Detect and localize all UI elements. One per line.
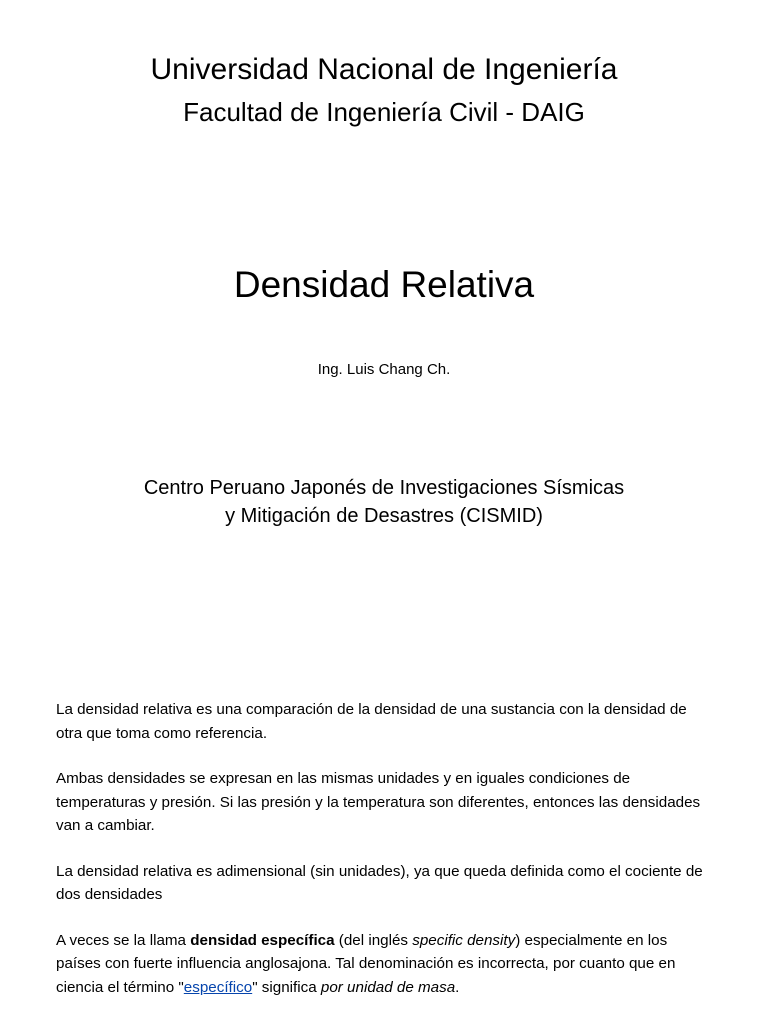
university-name: Universidad Nacional de Ingeniería bbox=[150, 53, 618, 86]
paragraph-4-text-1: A veces se la llama bbox=[56, 931, 191, 949]
paragraph-4-text-4: " significa bbox=[252, 978, 321, 996]
link-especifico[interactable]: específico bbox=[183, 978, 253, 996]
institution-line-2: y Mitigación de Desastres (CISMID) bbox=[225, 505, 543, 527]
body-text bbox=[56, 698, 716, 1021]
document-title: Densidad Relativa bbox=[233, 264, 535, 305]
paragraph-2: Ambas densidades se expresan en las mismas unidades y en iguales condiciones de temperaturas y presión. Si las presión y la temperatura son diferentes, entonces las densidades van a cambiar. bbox=[56, 770, 701, 834]
paragraph-4-text-3: ) especialmente en los países con fuerte influencia anglosajona. Tal denominación es incorrecta, por cuanto que en ciencia el término " bbox=[56, 931, 676, 996]
term-densidad-especifica: densidad específica bbox=[190, 931, 335, 949]
author-name: Ing. Luis Chang Ch. bbox=[317, 361, 451, 378]
paragraph-4-text-5: . bbox=[455, 978, 460, 996]
faculty-name: Facultad de Ingeniería Civil - DAIG bbox=[183, 97, 585, 127]
paragraph-1: La densidad relativa es una comparación de la densidad de una sustancia con la densidad de otra que toma como referencia. bbox=[56, 701, 687, 742]
institution-block bbox=[0, 474, 768, 530]
paragraph-4-text-2: (del inglés bbox=[334, 931, 413, 949]
institution-line-1: Centro Peruano Japonés de Investigaciones Sísmicas bbox=[143, 477, 625, 499]
term-por-unidad-de-masa: por unidad de masa bbox=[320, 978, 456, 996]
term-specific-density: specific density bbox=[412, 931, 516, 949]
paragraph-3: La densidad relativa es adimensional (sin unidades), ya que queda definida como el cociente de dos densidades bbox=[56, 862, 703, 903]
paragraph-4 bbox=[56, 929, 716, 1000]
